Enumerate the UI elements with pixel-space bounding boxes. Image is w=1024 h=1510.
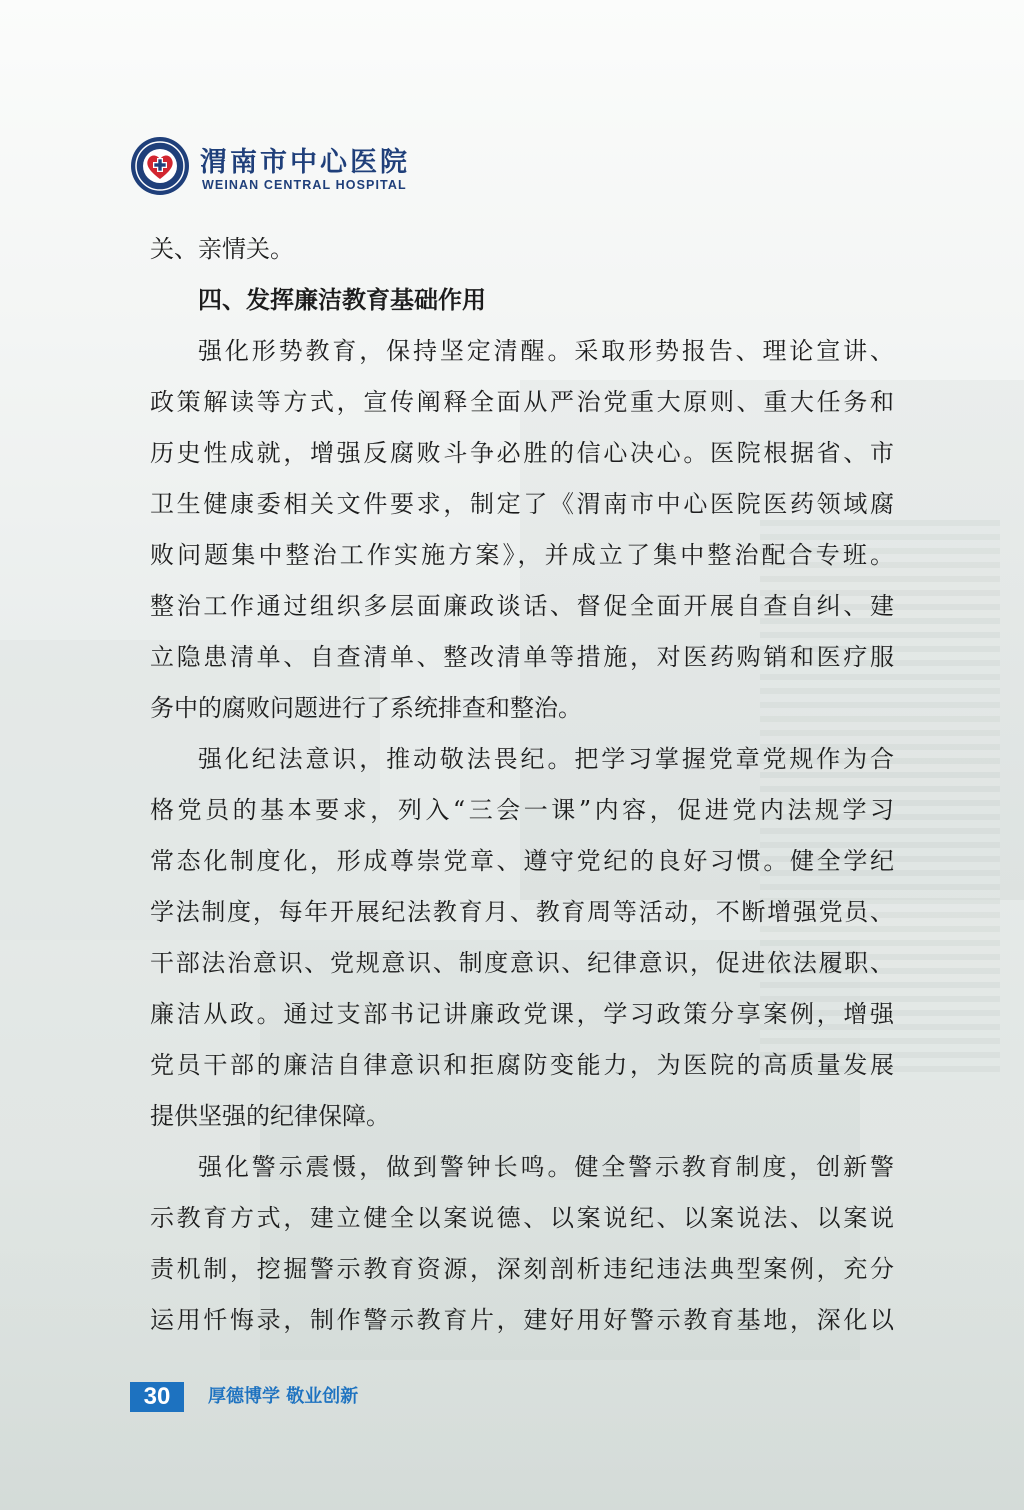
- text-line: 强化纪法意识，推动敬法畏纪。把学习掌握党章党规作为合: [198, 745, 894, 773]
- article-body: [150, 224, 894, 1346]
- text-line: 立隐患清单、自查清单、整改清单等措施，对医药购销和医疗服: [150, 643, 894, 671]
- text-line: 常态化制度化，形成尊崇党章、遵守党纪的良好习惯。健全学纪: [150, 847, 894, 875]
- text-line: 政策解读等方式，宣传阐释全面从严治党重大原则、重大任务和: [150, 388, 894, 416]
- text-line: 干部法治意识、党规意识、制度意识、纪律意识，促进依法履职、: [150, 949, 894, 977]
- text-line: 学法制度，每年开展纪法教育月、教育周等活动，不断增强党员、: [150, 898, 894, 926]
- text-line: 关、亲情关。: [150, 235, 294, 263]
- text-line: 格党员的基本要求，列入“三会一课”内容，促进党内法规学习: [150, 796, 894, 824]
- text-line: 务中的腐败问题进行了系统排查和整治。: [150, 694, 582, 722]
- text-line: 强化警示震慑，做到警钟长鸣。健全警示教育制度，创新警: [198, 1153, 894, 1181]
- hospital-emblem-icon: [130, 136, 190, 196]
- hospital-name-en: WEINAN CENTRAL HOSPITAL: [202, 178, 407, 192]
- text-line: 整治工作通过组织多层面廉政谈话、督促全面开展自查自纠、建: [150, 592, 894, 620]
- text-line: 提供坚强的纪律保障。: [150, 1102, 390, 1130]
- text-line: 卫生健康委相关文件要求，制定了《渭南市中心医院医药领域腐: [150, 490, 894, 518]
- text-line: 责机制，挖掘警示教育资源，深刻剖析违纪违法典型案例，充分: [150, 1255, 894, 1283]
- text-line: 历史性成就，增强反腐败斗争必胜的信心决心。医院根据省、市: [150, 439, 894, 467]
- hospital-name-cn: 渭南市中心医院: [200, 147, 410, 178]
- text-line: 强化形势教育，保持坚定清醒。采取形势报告、理论宣讲、: [198, 337, 894, 365]
- text-line: 示教育方式，建立健全以案说德、以案说纪、以案说法、以案说: [150, 1204, 894, 1232]
- text-line: 运用忏悔录，制作警示教育片，建好用好警示教育基地，深化以: [150, 1306, 894, 1334]
- section-heading: 四、发挥廉洁教育基础作用: [198, 286, 486, 314]
- text-line: 党员干部的廉洁自律意识和拒腐防变能力，为医院的高质量发展: [150, 1051, 894, 1079]
- text-line: 败问题集中整治工作实施方案》，并成立了集中整治配合专班。: [150, 541, 894, 569]
- footer-motto: 厚德博学 敬业创新: [208, 1386, 359, 1407]
- page-number: 30: [130, 1382, 184, 1412]
- text-line: 廉洁从政。通过支部书记讲廉政党课，学习政策分享案例，增强: [150, 1000, 894, 1028]
